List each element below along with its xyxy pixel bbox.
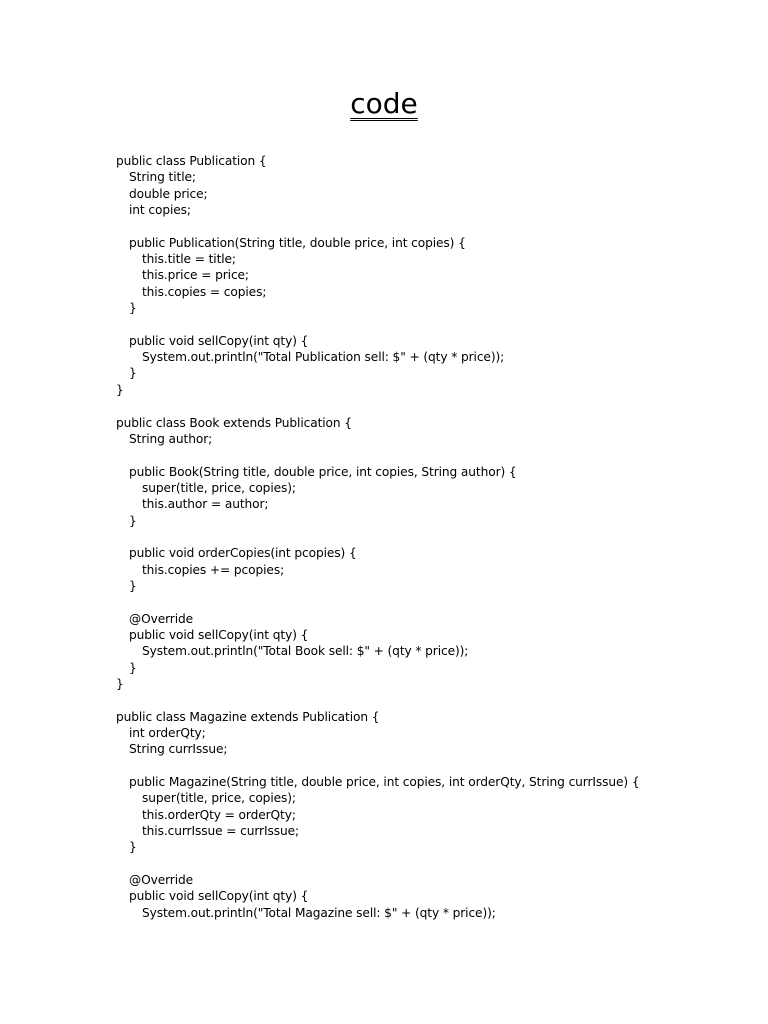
code-line: @Override <box>129 873 194 888</box>
code-line: } <box>129 660 137 675</box>
code-line: this.orderQty = orderQty; <box>142 807 296 822</box>
code-line: System.out.println("Total Magazine sell: $" + (qty * price)); <box>142 905 496 920</box>
code-line: } <box>129 301 137 316</box>
code-line: this.price = price; <box>142 268 249 283</box>
code-line: } <box>129 513 137 528</box>
code-line <box>116 856 640 872</box>
code-line: int orderQty; <box>129 726 206 741</box>
code-line: public Publication(String title, double price, int copies) { <box>129 235 466 250</box>
code-line: public void orderCopies(int pcopies) { <box>129 546 357 561</box>
code-listing <box>116 153 640 921</box>
code-line: this.currIssue = currIssue; <box>142 824 299 839</box>
code-line: double price; <box>129 186 208 201</box>
code-line: this.title = title; <box>142 252 236 267</box>
code-line: this.copies += pcopies; <box>142 562 285 577</box>
code-line: String title; <box>129 170 196 185</box>
code-line: String author; <box>129 431 213 446</box>
code-line <box>116 692 640 708</box>
code-line: } <box>116 382 124 397</box>
code-line: public class Magazine extends Publication { <box>116 709 380 724</box>
code-line <box>116 316 640 332</box>
code-line: public void sellCopy(int qty) { <box>129 627 309 642</box>
code-line: public class Publication { <box>116 154 267 168</box>
code-line: System.out.println("Total Book sell: $" + (qty * price)); <box>142 644 469 659</box>
document-title: code <box>350 87 418 120</box>
code-line <box>116 447 640 463</box>
code-line: int copies; <box>129 203 191 218</box>
code-line: this.copies = copies; <box>142 284 267 299</box>
code-line <box>116 594 640 610</box>
code-line <box>116 398 640 414</box>
code-line: super(title, price, copies); <box>142 791 296 806</box>
code-line: this.author = author; <box>142 497 269 512</box>
code-line: String currIssue; <box>129 742 228 757</box>
code-line: System.out.println("Total Publication sell: $" + (qty * price)); <box>142 350 505 365</box>
code-line: public void sellCopy(int qty) { <box>129 333 309 348</box>
code-line: @Override <box>129 611 194 626</box>
code-line: } <box>129 366 137 381</box>
code-line: public class Book extends Publication { <box>116 415 352 430</box>
code-line: public Magazine(String title, double price, int copies, int orderQty, String currIssue) { <box>129 775 640 790</box>
code-line: } <box>116 677 124 691</box>
code-line <box>116 758 640 774</box>
code-line <box>116 529 640 545</box>
code-line: public Book(String title, double price, int copies, String author) { <box>129 464 517 479</box>
code-line: } <box>129 840 137 855</box>
code-line: public void sellCopy(int qty) { <box>129 889 309 904</box>
code-line <box>116 218 640 234</box>
code-line: super(title, price, copies); <box>142 480 296 495</box>
code-line: } <box>129 578 137 593</box>
